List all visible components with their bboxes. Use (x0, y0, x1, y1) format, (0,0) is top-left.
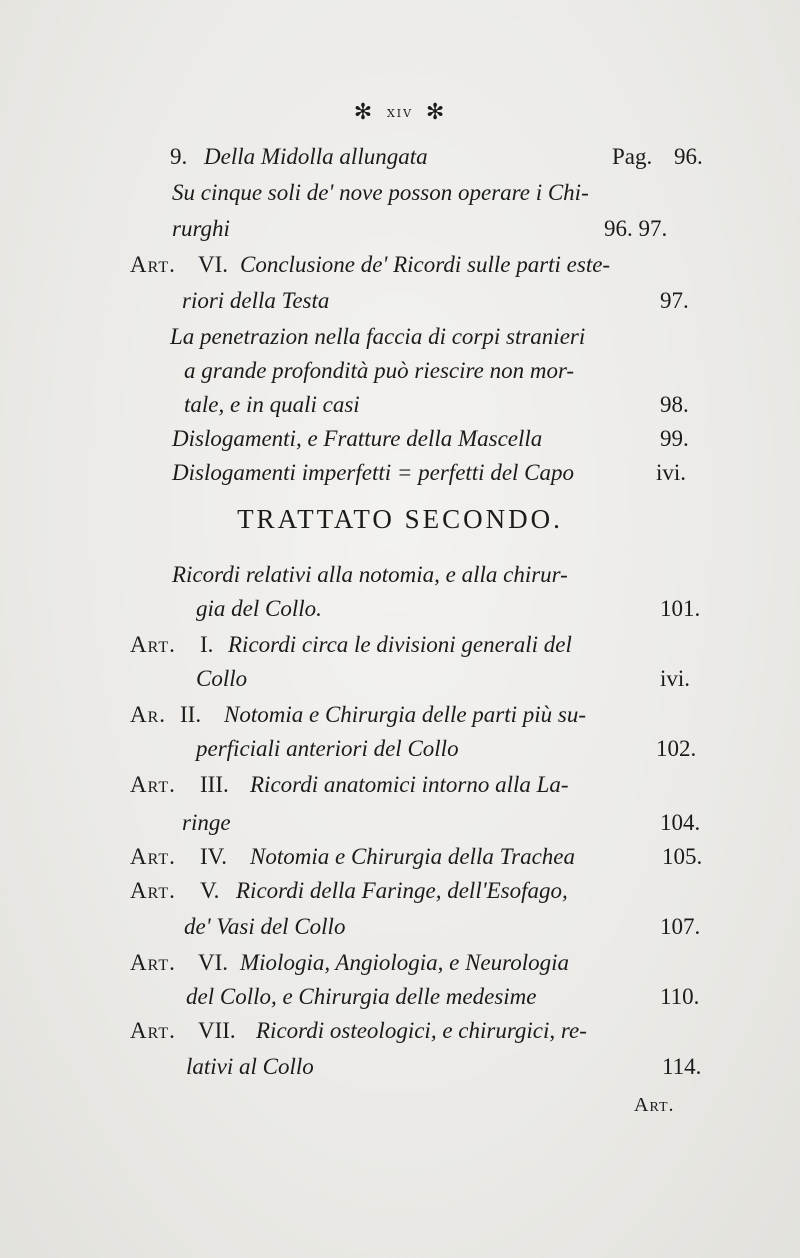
article-label: Art. (130, 950, 176, 975)
toc-line (0, 810, 800, 846)
entry-text: gia del Collo. (196, 596, 322, 621)
page-label: Pag. (612, 144, 653, 169)
catchword: Art. (634, 1094, 675, 1116)
toc-line (0, 392, 800, 428)
page-number: ivi. (656, 460, 687, 485)
article-label: Art. (130, 252, 176, 277)
entry-text: Dislogamenti imperfetti = perfetti del Capo (172, 460, 575, 485)
page-number: 104. (660, 810, 701, 835)
article-number: V. (200, 878, 220, 903)
entry-text: Collo (196, 666, 248, 691)
toc-line (0, 950, 800, 986)
entry-text: Conclusione de' Ricordi sulle parti este- (240, 252, 611, 277)
article-number: IV. (200, 844, 228, 869)
toc-line (0, 1054, 800, 1090)
toc-line (0, 252, 800, 288)
article-label: Art. (130, 878, 176, 903)
page-number: ivi. (660, 666, 691, 691)
article-label: Art. (130, 1018, 176, 1043)
entry-text: Ricordi della Faringe, dell'Esofago, (236, 878, 568, 903)
entry-text: Miologia, Angiologia, e Neurologia (240, 950, 570, 975)
toc-line (0, 844, 800, 880)
entry-text: Della Midolla allungata (204, 144, 428, 169)
article-number: II. (180, 702, 202, 727)
toc-line (0, 1018, 800, 1054)
ornament-left-icon: ✻ (353, 100, 375, 125)
toc-line (0, 144, 800, 180)
article-number: VI. (198, 950, 229, 975)
entry-text: tale, e in quali casi (184, 392, 360, 417)
article-label: Ar. (130, 702, 167, 727)
entry-text: Dislogamenti, e Fratture della Mascella (172, 426, 543, 451)
entry-text: perficiali anteriori del Collo (196, 736, 459, 761)
page-number: 97. (660, 288, 689, 313)
toc-line (0, 632, 800, 668)
page-number: 114. (662, 1054, 702, 1079)
entry-text: Ricordi relativi alla notomia, e alla chirur- (172, 562, 568, 587)
article-number: VII. (198, 1018, 236, 1043)
entry-text: Ricordi anatomici intorno alla La- (250, 772, 569, 797)
entry-text: de' Vasi del Collo (184, 914, 346, 939)
entry-number: 9. (170, 144, 188, 169)
entry-text: Notomia e Chirurgia delle parti più su- (224, 702, 587, 727)
entry-text: La penetrazion nella faccia di corpi stranieri (170, 324, 586, 349)
toc-line (0, 736, 800, 772)
entry-text: rurghi (172, 216, 230, 241)
toc-line (0, 914, 800, 950)
toc-line (0, 216, 800, 252)
article-number: VI. (198, 252, 229, 277)
toc-line (0, 288, 800, 324)
article-number: I. (200, 632, 214, 657)
entry-text: del Collo, e Chirurgia delle medesime (186, 984, 537, 1009)
toc-line (0, 562, 800, 598)
entry-text: ringe (182, 810, 231, 835)
page-number: 107. (660, 914, 701, 939)
toc-line (0, 180, 800, 216)
page-number: 102. (656, 736, 697, 761)
toc-line (0, 596, 800, 632)
toc-line (0, 702, 800, 738)
article-number: III. (200, 772, 229, 797)
toc-line (0, 772, 800, 808)
toc-line (0, 460, 800, 496)
page-number: 96. (674, 144, 703, 169)
entry-text: Ricordi osteologici, e chirurgici, re- (256, 1018, 587, 1043)
entry-text: lativi al Collo (186, 1054, 314, 1079)
entry-text: riori della Testa (182, 288, 330, 313)
entry-text: a grande profondità può riescire non mor- (184, 358, 575, 383)
page-number: 105. (662, 844, 703, 869)
toc-line (0, 666, 800, 702)
toc-line (0, 324, 800, 360)
page-number: 110. (660, 984, 700, 1009)
page-number: 101. (660, 596, 701, 621)
entry-text: Ricordi circa le divisioni generali del (228, 632, 572, 657)
toc-line (0, 984, 800, 1020)
article-label: Art. (130, 844, 176, 869)
entry-text: Su cinque soli de' nove posson operare i Chi- (172, 180, 589, 205)
ornament-right-icon: ✻ (425, 100, 447, 125)
page-header (0, 100, 800, 125)
section-heading: TRATTATO SECONDO. (237, 504, 563, 534)
folio-number: xiv (386, 103, 414, 121)
article-label: Art. (130, 632, 176, 657)
toc-line (0, 878, 800, 914)
article-label: Art. (130, 772, 176, 797)
page-number: 99. (660, 426, 689, 451)
page-number: 96. 97. (604, 216, 668, 241)
toc-line (0, 426, 800, 462)
entry-text: Notomia e Chirurgia della Trachea (250, 844, 575, 869)
page-number: 98. (660, 392, 689, 417)
toc-line (0, 358, 800, 394)
